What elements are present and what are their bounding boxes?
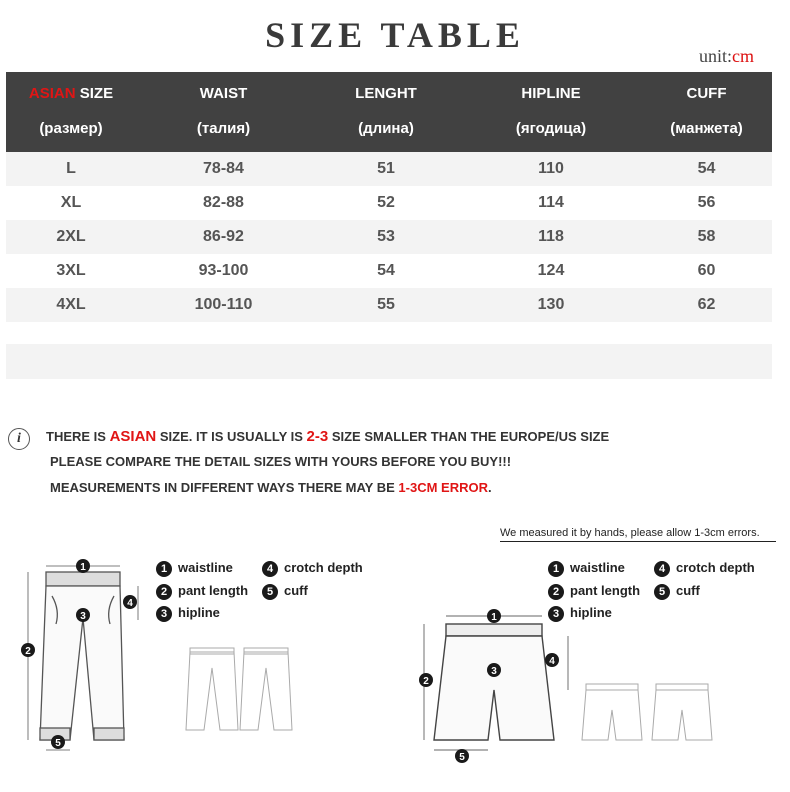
cell-size: L [6, 152, 136, 186]
info-icon: i [8, 428, 30, 450]
page-title: SIZE TABLE [265, 15, 525, 55]
legend-item-pant-length: 2 pant length [548, 583, 640, 600]
header-cuff: CUFF [641, 72, 772, 111]
svg-text:1: 1 [80, 562, 86, 573]
unit-label: unit:cm [698, 46, 754, 66]
legend-item-crotch-depth: 4 crotch depth [654, 560, 755, 577]
cell-cuff: 58 [641, 220, 772, 254]
header-size: ASIAN SIZE [6, 72, 136, 111]
svg-text:1: 1 [491, 612, 497, 623]
legend-item-hipline: 3 hipline [156, 605, 220, 622]
cell-hipline: 114 [461, 186, 641, 220]
cell-cuff: 56 [641, 186, 772, 220]
svg-text:4: 4 [127, 598, 133, 609]
svg-text:5: 5 [459, 752, 465, 763]
header-hipline: HIPLINE [461, 72, 641, 111]
header-hipline-sub: (ягодица) [461, 111, 641, 152]
svg-text:5: 5 [55, 738, 61, 749]
measurement-note: We measured it by hands, please allow 1-3cm errors. [500, 527, 776, 542]
header-length: LENGHT [311, 72, 461, 111]
legend-item-pant-length: 2 pant length [156, 583, 248, 600]
legend-item-cuff: 5 cuff [262, 583, 308, 600]
header-cuff-sub: (манжета) [641, 111, 772, 152]
legend-item-hipline: 3 hipline [548, 605, 612, 622]
cell-cuff: 54 [641, 152, 772, 186]
legend-item-cuff: 5 cuff [654, 583, 700, 600]
cell-size: XL [6, 186, 136, 220]
cell-size: 3XL [6, 254, 136, 288]
cell-length: 54 [311, 254, 461, 288]
cell-hipline: 118 [461, 220, 641, 254]
cell-length: 53 [311, 220, 461, 254]
header-waist-sub: (талия) [136, 111, 311, 152]
cell-length: 52 [311, 186, 461, 220]
cell-waist: 100-110 [136, 288, 311, 322]
cell-waist: 78-84 [136, 152, 311, 186]
header-size-sub: (размер) [6, 111, 136, 152]
cell-hipline: 110 [461, 152, 641, 186]
cell-length: 51 [311, 152, 461, 186]
cell-hipline: 130 [461, 288, 641, 322]
cell-waist: 82-88 [136, 186, 311, 220]
shorts-illustration [424, 616, 568, 750]
pants-illustration [28, 566, 138, 750]
cell-waist: 93-100 [136, 254, 311, 288]
cell-length: 55 [311, 288, 461, 322]
svg-text:4: 4 [549, 656, 555, 667]
cell-cuff: 60 [641, 254, 772, 288]
header-length-sub: (длина) [311, 111, 461, 152]
legend-item-waistline: 1 waistline [156, 560, 233, 577]
svg-text:3: 3 [80, 611, 86, 622]
svg-text:2: 2 [25, 646, 31, 657]
note-line-1: THERE IS ASIAN SIZE. IT IS USUALLY IS 2-3 SIZE SMALLER THAN THE EUROPE/US SIZE [46, 428, 610, 445]
shorts-sketches [582, 684, 712, 740]
cell-hipline: 124 [461, 254, 641, 288]
cell-size: 2XL [6, 220, 136, 254]
cell-cuff: 62 [641, 288, 772, 322]
pants-sketches [186, 648, 292, 730]
header-waist: WAIST [136, 72, 311, 111]
note-line-3: MEASUREMENTS IN DIFFERENT WAYS THERE MAY BE 1-3CM ERROR. [50, 480, 492, 495]
legend-item-crotch-depth: 4 crotch depth [262, 560, 363, 577]
svg-text:3: 3 [491, 666, 497, 677]
svg-text:2: 2 [423, 676, 429, 687]
cell-size: 4XL [6, 288, 136, 322]
cell-waist: 86-92 [136, 220, 311, 254]
note-line-2: PLEASE COMPARE THE DETAIL SIZES WITH YOURS BEFORE YOU BUY!!! [50, 454, 512, 469]
legend-item-waistline: 1 waistline [548, 560, 625, 577]
